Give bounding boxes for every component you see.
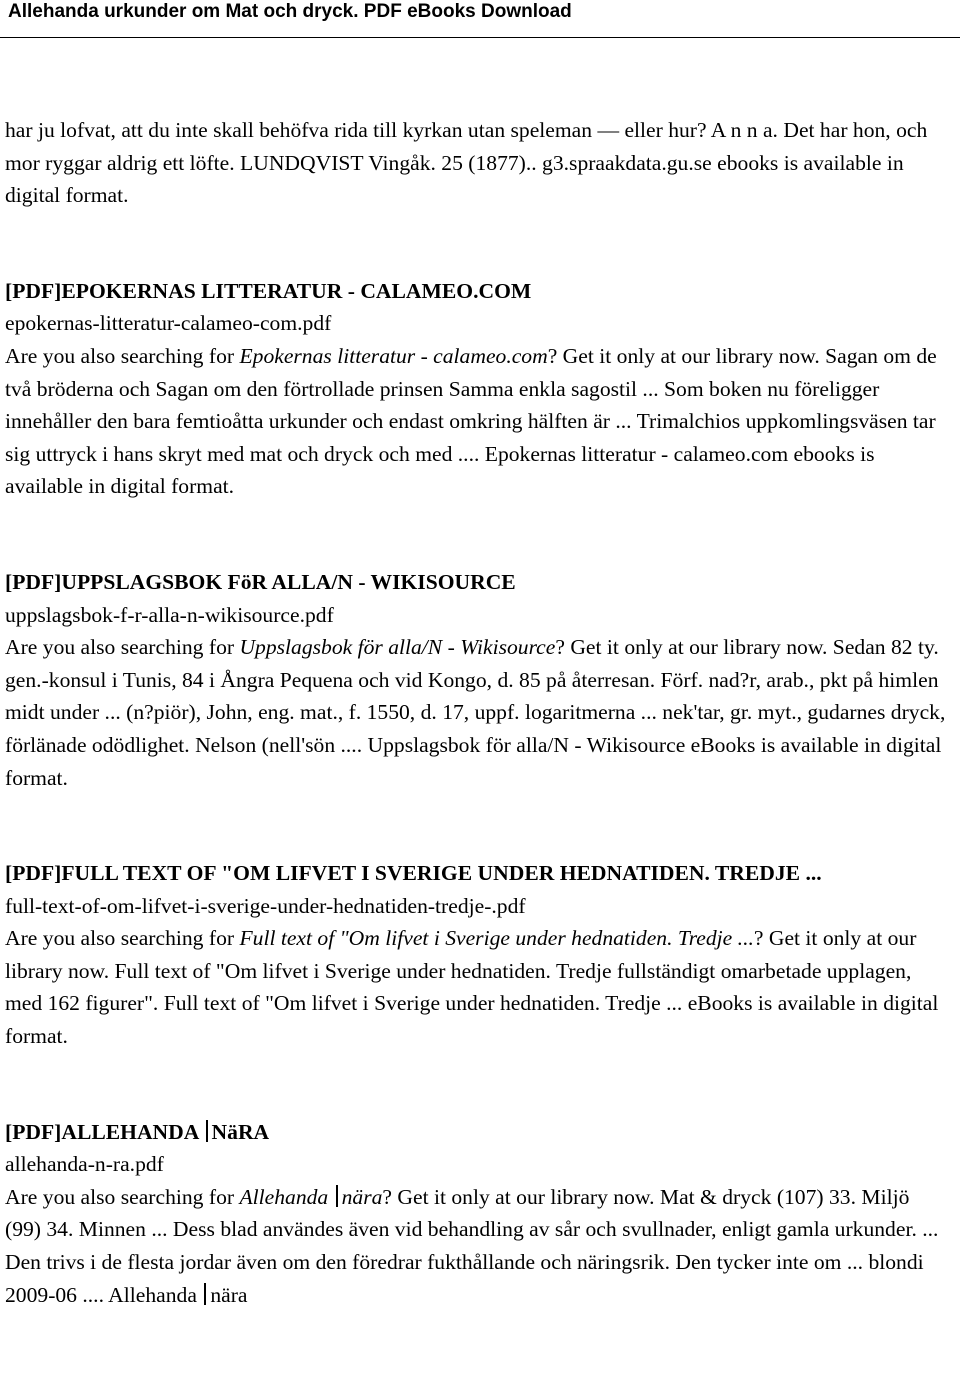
glyph-bar [336, 1185, 338, 1207]
page-header [0, 0, 960, 38]
entry-search-title: Full text of "Om lifvet i Sverige under hednatiden. Tredje ... [239, 926, 754, 951]
entry-search-title: Uppslagsbok för alla/N - Wikisource [239, 635, 556, 660]
page-title: Allehanda urkunder om Mat och dryck. PDF eBooks Download [8, 1, 572, 22]
entry-filename: epokernas-litteratur-calameo-com.pdf [5, 311, 332, 336]
entry-title[interactable]: [PDF]ALLEHANDA NäRA [5, 1119, 270, 1144]
document-body [5, 114, 950, 1311]
entry-description: Are you also searching for Full text of "Om lifvet i Sverige under hednatiden. Tredje ...? Get it only at our library now. Full text of "Om lifvet i Sverige under hednatiden. Tredje fullständigt omarbetade upplagen, med 162 figurer". Full text of "Om lifvet i Sverige under hednatiden. Tredje ... eBooks is available in digital format. [5, 926, 939, 1049]
header-divider [0, 37, 960, 38]
entry-description: Are you also searching for Epokernas litteratur - calameo.com? Get it only at our library now. Sagan om de två bröderna och Sagan om den förtrollade prinsen Samma enkla sagostil ... Som boken nu föreligger innehåller den bara femtioåtta urkunder och endast omkring hälften är ... Trimalchios uppkomlingsväsen tar sig uttryck i hans skryt med mat och dryck och med .... Epokernas litteratur - calameo.com ebooks is available in digital format. [5, 343, 937, 499]
entry-title[interactable]: [PDF]UPPSLAGSBOK FöR ALLA/N - WIKISOURCE [5, 569, 516, 594]
entry-search-title: Epokernas litteratur - calameo.com [239, 343, 548, 368]
entry-allehanda-nara [5, 1116, 950, 1312]
glyph-bar [204, 1283, 206, 1305]
entry-filename: uppslagsbok-f-r-alla-n-wikisource.pdf [5, 602, 334, 627]
entry-filename: full-text-of-om-lifvet-i-sverige-under-hednatiden-tredje-.pdf [5, 893, 526, 918]
intro-paragraph: har ju lofvat, att du inte skall behöfva rida till kyrkan utan speleman — eller hur? A n n a. Det har hon, och mor ryggar aldrig ett löfte. LUNDQVIST Vingåk. 25 (1877).. g3.spraakdata.gu.se ebooks is available in digital format. [5, 118, 928, 208]
entry-title[interactable]: [PDF]FULL TEXT OF "OM LIFVET I SVERIGE UNDER HEDNATIDEN. TREDJE ... [5, 861, 822, 886]
entry-title[interactable]: [PDF]EPOKERNAS LITTERATUR - CALAMEO.COM [5, 278, 532, 303]
entry-description: Are you also searching for Uppslagsbok för alla/N - Wikisource? Get it only at our library now. Sedan 82 ty. gen.-konsul i Tunis, 84 i Ångra Pequena och vid Kongo, d. 85 på återresan. Förf. nad?r, arab., pkt på himlen midt under ... (n?piör), John, eng. mat., f. 1550, d. 17, uppf. logaritmerna ... nek'tar, gr. myt., gudarnes dryck, förlänade odödlighet. Nelson (nell'sön .... Uppslagsbok för alla/N - Wikisource eBooks is available in digital format. [5, 635, 946, 790]
entry-description: Are you also searching for Allehanda nära? Get it only at our library now. Mat & dryck (107) 33. Miljö (99) 34. Minnen ... Dess blad användes även vid behandling av sår och svullnader, enligt gamla urkunder. ... Den trivs i de flesta jordar även om den föredrar fukthållande och näringsrik. Den tycker inte om ... blondi 2009-06 .... Allehanda nära [5, 1184, 939, 1307]
entry-uppslagsbok [5, 566, 950, 794]
entry-epokernas [5, 275, 950, 503]
entry-search-title: Allehanda nära [239, 1184, 383, 1209]
entry-full-text-om-lifvet [5, 857, 950, 1053]
entry-filename: allehanda-n-ra.pdf [5, 1152, 164, 1177]
glyph-bar [206, 1120, 208, 1142]
